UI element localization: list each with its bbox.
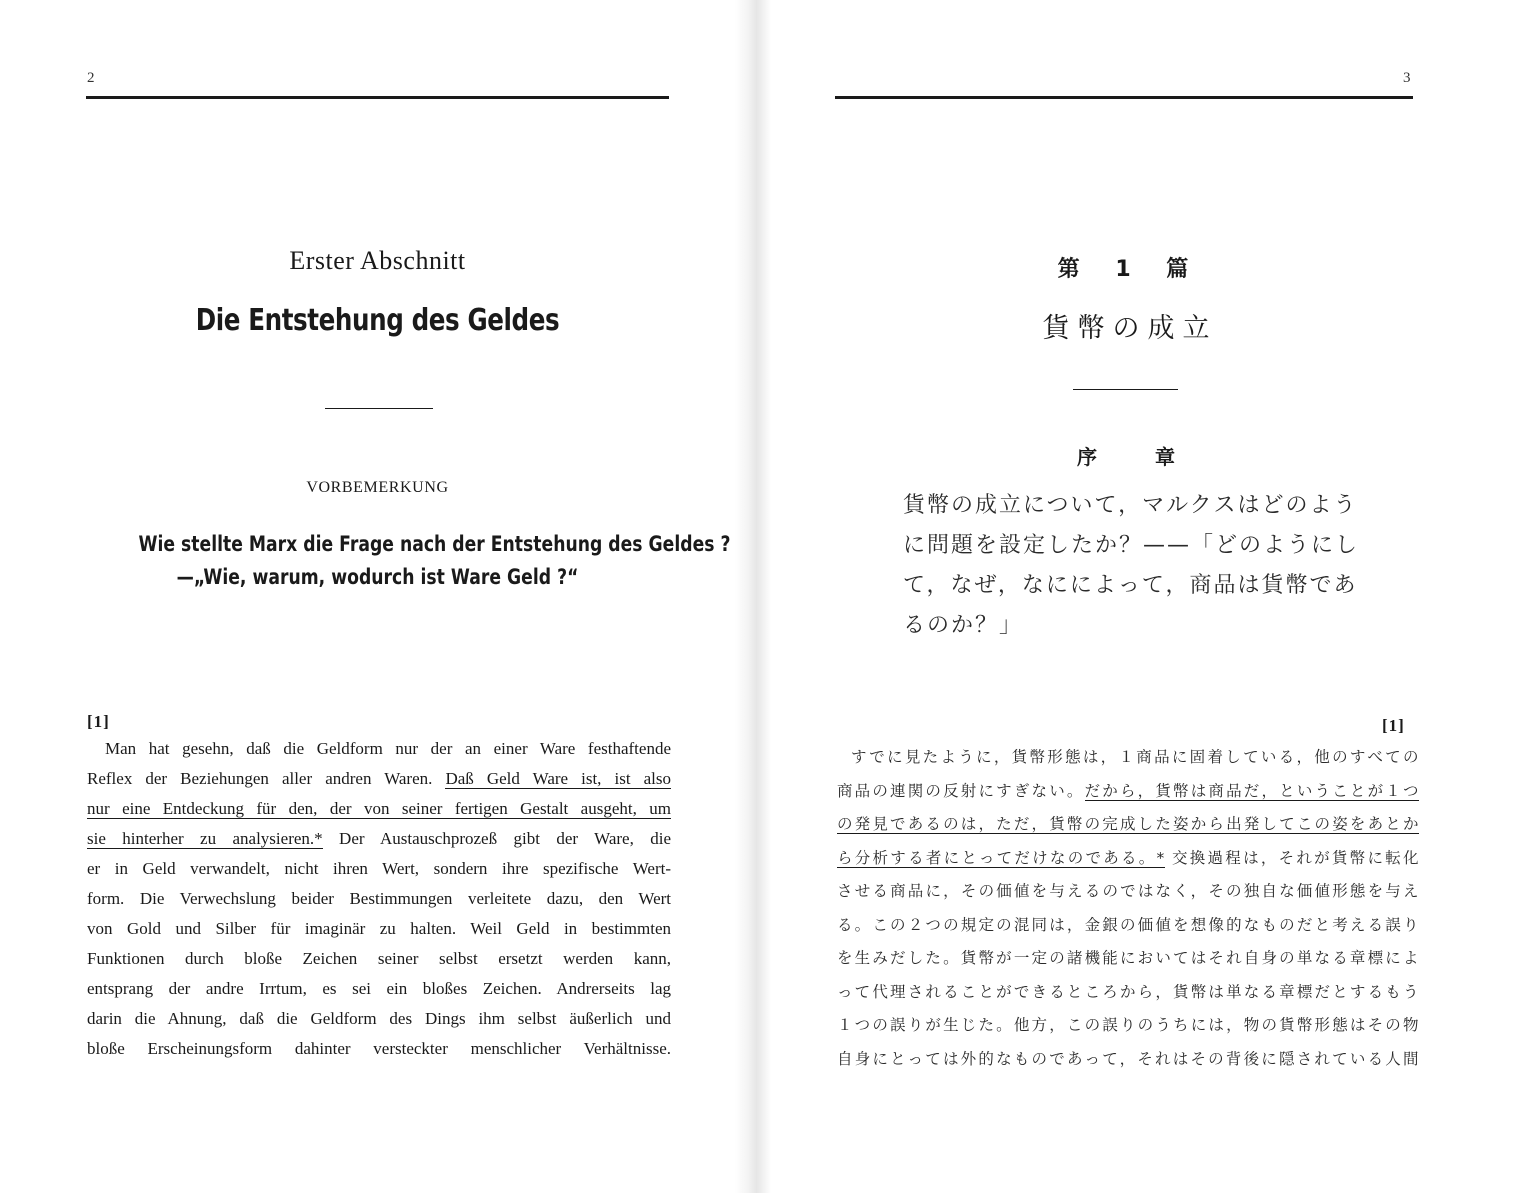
body-text-span: って代理されることができるところから，貨幣は単なる章標だとするもう — [837, 982, 1419, 1001]
underlined-text-span: sie hinterher zu analysieren.* — [87, 829, 323, 848]
preface-question-line: るのか？」 — [903, 613, 1024, 638]
header-rule — [835, 96, 1413, 99]
body-line — [87, 769, 671, 789]
page-number: 3 — [1403, 70, 1411, 86]
preface-question-line: 貨幣の成立について，マルクスはどのよう — [903, 493, 1358, 518]
body-line — [837, 980, 1419, 1002]
body-text-span: er in Geld verwandelt, nicht ihren Wert, sondern ihre spezifische Wert- — [87, 859, 671, 878]
body-line — [87, 919, 671, 939]
body-text-span: 交換過程は，それが貨幣に転化 — [1164, 848, 1419, 867]
body-text-span: von Gold und Silber für imaginär zu halten. Weil Geld in bestimmten — [87, 919, 671, 938]
body-line — [837, 946, 1419, 968]
paragraph-marker: [1] — [87, 712, 110, 731]
right-page — [765, 0, 1536, 1193]
paragraph-marker: [1] — [1382, 716, 1405, 735]
title-divider — [325, 408, 433, 409]
underlined-text-span: nur eine Entdeckung für den, der von seiner fertigen Gestalt ausgeht, um — [87, 799, 671, 818]
body-line — [837, 779, 1419, 801]
question-line: —„Wie, warum, wodurch ist Ware Geld ?“ — [176, 565, 579, 589]
left-page — [0, 0, 745, 1193]
underlined-text-span: だから，貨幣は商品だ，ということが１つ — [1084, 781, 1419, 800]
underlined-text-span: の発見であるのは，ただ，貨幣の完成した姿から出発してこの姿をあとか — [837, 815, 1419, 833]
body-text-span: darin die Ahnung, daß die Geldform des Dings ihm selbst äußerlich und — [87, 1009, 671, 1028]
body-text-span: すでに見たように，貨幣形態は，１商品に固着している，他のすべての — [851, 748, 1419, 766]
body-line — [87, 1009, 671, 1029]
part-label: Erster Abschnitt — [289, 246, 466, 275]
body-line — [837, 913, 1419, 935]
body-line — [837, 846, 1419, 868]
body-text-span: させる商品に，その価値を与えるのではなく，その独自な価値形態を与え — [837, 882, 1419, 900]
body-line — [87, 979, 671, 999]
page-number: 2 — [87, 70, 95, 86]
body-text-span: る。この２つの規定の混同は，金銀の価値を想像的なものだと考える誤り — [837, 915, 1419, 934]
body-line — [105, 739, 671, 759]
body-line — [837, 1013, 1419, 1035]
preface-question — [138, 528, 731, 594]
body-text-span: Reflex der Beziehungen aller andren Waren. — [87, 769, 446, 788]
body-line — [837, 879, 1419, 901]
underlined-text-span: Daß Geld Ware ist, ist also — [445, 769, 671, 788]
body-text-span: Man hat gesehn, daß die Geldform nur der an einer Ware festhaftende — [105, 739, 671, 758]
question-line: Wie stellte Marx die Frage nach der Entstehung des Geldes ? — [138, 532, 731, 556]
body-text-span: 商品の連関の反射にすぎない。 — [837, 781, 1085, 800]
chapter-label: 序章 — [1077, 445, 1233, 469]
part-label: 第 1 篇 — [1057, 257, 1203, 282]
body-text-span: を生みだした。貨幣が一定の諸機能においてはそれ自身の単なる章標によ — [837, 949, 1419, 967]
body-text-span: form. Die Verwechslung beider Bestimmungen verleitete dazu, den Wert — [87, 889, 671, 908]
body-text-span: １つの誤りが生じた。他方，この誤りのうちには，物の貨幣形態はその物 — [837, 1016, 1419, 1034]
body-line — [87, 1039, 671, 1059]
preface-question-line: に問題を設定したか？——「どのようにし — [903, 533, 1360, 558]
body-line — [837, 812, 1419, 834]
body-text-span: bloße Erscheinungsform dahinter versteckter menschlicher Verhältnisse. — [87, 1039, 671, 1058]
body-text-span: entsprang der andre Irrtum, es sei ein bloßes Zeichen. Andrerseits lag — [87, 979, 671, 998]
preface-question-line: て，なぜ，なにによって，商品は貨幣であ — [903, 573, 1358, 598]
header-rule — [86, 96, 669, 99]
body-line — [87, 889, 671, 909]
body-line — [87, 799, 671, 819]
section-title: Die Entstehung des Geldes — [195, 303, 560, 338]
body-line — [851, 745, 1419, 767]
title-divider — [1073, 389, 1178, 390]
body-text-span: Funktionen durch bloße Zeichen seiner selbst ersetzt werden kann, — [87, 949, 671, 968]
section-title: 貨幣の成立 — [1042, 313, 1218, 344]
body-text-span: Der Austauschprozeß gibt der Ware, die — [322, 829, 671, 848]
preface-label: VORBEMERKUNG — [306, 479, 449, 496]
body-line — [87, 949, 671, 969]
body-line — [87, 829, 671, 849]
body-line — [87, 859, 671, 879]
body-text-span: 自身にとっては外的なものであって，それはその背後に隠されている人間 — [837, 1049, 1419, 1068]
body-line — [837, 1047, 1419, 1069]
underlined-text-span: ら分析する者にとってだけなのである。* — [837, 848, 1165, 867]
